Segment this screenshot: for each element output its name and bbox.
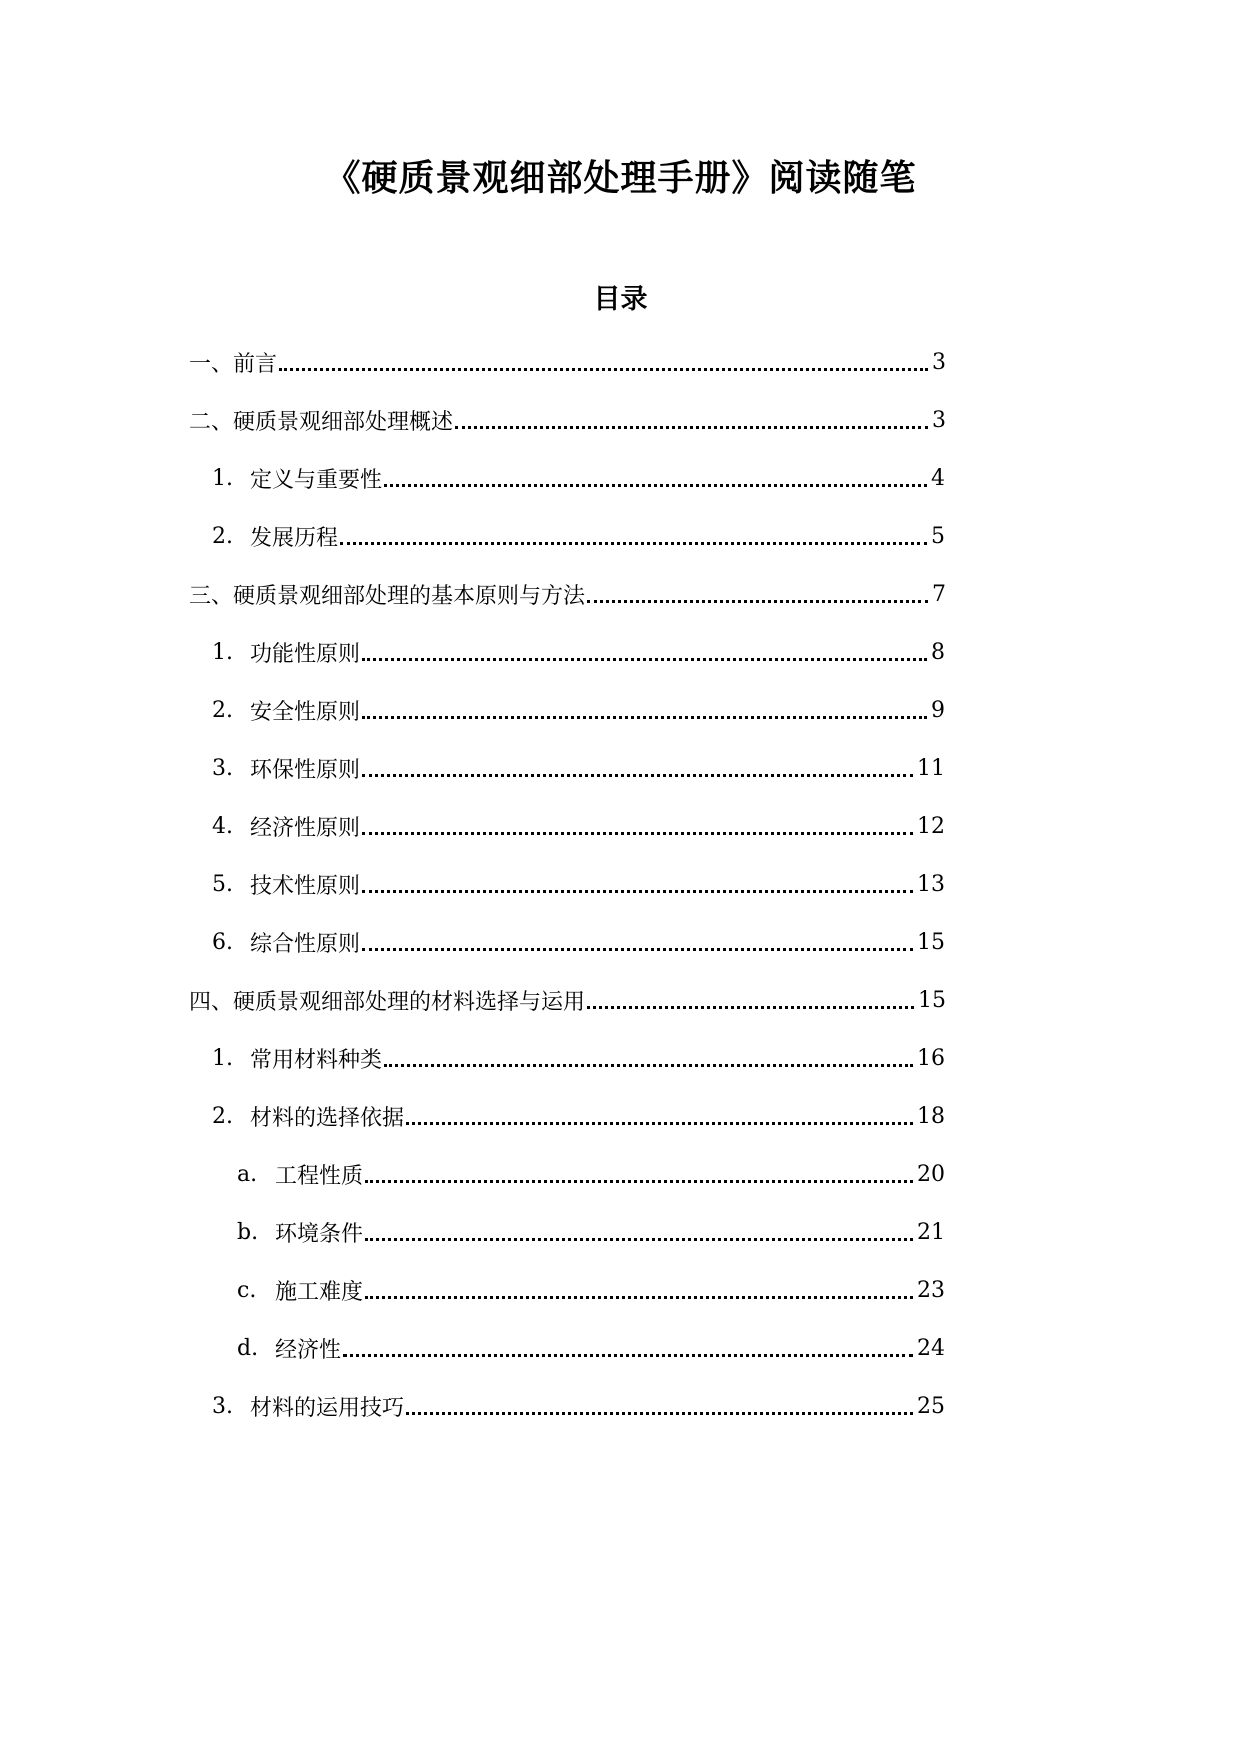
toc-entry-number: c. [237,1277,257,1303]
toc-entry-label: 前言 [233,351,278,377]
toc-leader-dots [279,368,928,371]
toc-entry-number: 3. [212,755,233,781]
toc-entry-number: b. [237,1219,259,1245]
toc-entry[interactable] [237,1154,945,1194]
toc-leader-dots [455,426,928,429]
toc-leader-dots [362,716,927,719]
toc-entry-page: 15 [917,929,945,955]
toc-entry[interactable] [212,516,945,556]
toc-entry-number: 一、 [189,351,234,377]
toc-leader-dots [365,1296,913,1299]
toc-entry[interactable] [212,690,945,730]
toc-entry-number: 二、 [189,409,234,435]
toc-entry[interactable] [189,574,946,614]
toc-leader-dots [362,832,913,835]
toc-entry[interactable] [212,458,945,498]
toc-leader-dots [406,1122,913,1125]
toc-leader-dots [587,1006,914,1009]
toc-entry[interactable] [212,632,945,672]
toc-entry-label: 硬质景观细部处理的材料选择与运用 [233,989,586,1015]
toc-entry-page: 5 [931,523,945,549]
toc-entry-page: 18 [917,1103,945,1129]
toc-entry-label: 材料的选择依据 [250,1105,405,1131]
toc-entry-number: d. [237,1335,259,1361]
toc-entry[interactable] [237,1212,945,1252]
toc-leader-dots [362,890,913,893]
toc-leader-dots [384,484,927,487]
toc-entry[interactable] [212,922,945,962]
toc-entry-page: 7 [932,581,946,607]
toc-entry[interactable] [212,1096,945,1136]
toc-entry-label: 综合性原则 [250,931,361,957]
toc-entry-label: 定义与重要性 [250,467,383,493]
toc-entry-number: 1. [212,639,233,665]
toc-leader-dots [362,774,913,777]
toc-entry-label: 环保性原则 [250,757,361,783]
toc-entry-page: 8 [931,639,945,665]
toc-entry[interactable] [237,1270,945,1310]
toc-entry-label: 环境条件 [275,1221,364,1247]
toc-entry-page: 15 [918,987,946,1013]
toc-entry-page: 4 [931,465,945,491]
toc-entry-number: 1. [212,465,233,491]
toc-leader-dots [343,1354,913,1357]
toc-entry-number: 2. [212,1103,233,1129]
toc-entry-number: 2. [212,697,233,723]
toc-entry-label: 安全性原则 [250,699,361,725]
toc-entry-page: 11 [917,755,945,781]
toc-leader-dots [362,658,927,661]
toc-entry-label: 工程性质 [275,1163,364,1189]
toc-entry-number: 3. [212,1393,233,1419]
toc-entry-number: 5. [212,871,233,897]
toc-entry-page: 20 [917,1161,945,1187]
toc-entry[interactable] [189,400,946,440]
toc-entry-number: 1. [212,1045,233,1071]
toc-entry[interactable] [237,1328,945,1368]
toc-heading: 目录 [593,284,648,315]
toc-entry-page: 16 [917,1045,945,1071]
toc-entry-label: 硬质景观细部处理的基本原则与方法 [233,583,586,609]
toc-leader-dots [365,1180,913,1183]
toc-leader-dots [340,542,927,545]
toc-entry-number: 4. [212,813,233,839]
toc-entry-label: 常用材料种类 [250,1047,383,1073]
toc-entry-page: 3 [932,407,946,433]
toc-entry-page: 25 [917,1393,945,1419]
toc-entry-page: 9 [931,697,945,723]
toc-entry-number: 四、 [189,989,234,1015]
toc-entry-label: 硬质景观细部处理概述 [233,409,454,435]
toc-entry[interactable] [212,864,945,904]
toc-entry-page: 12 [917,813,945,839]
toc-entry-label: 材料的运用技巧 [250,1395,405,1421]
toc-leader-dots [384,1064,913,1067]
toc-entry[interactable] [212,1038,945,1078]
toc-entry[interactable] [189,342,946,382]
toc-leader-dots [362,948,913,951]
document-title: 《硬质景观细部处理手册》阅读随笔 [324,157,917,199]
toc-leader-dots [587,600,928,603]
toc-entry-page: 3 [932,349,946,375]
toc-entry-label: 发展历程 [250,525,339,551]
toc-entry-number: 2. [212,523,233,549]
toc-entry[interactable] [212,748,945,788]
toc-entry-page: 21 [917,1219,945,1245]
toc-entry-label: 功能性原则 [250,641,361,667]
toc-leader-dots [406,1412,913,1415]
toc-entry-number: 6. [212,929,233,955]
toc-entry-page: 23 [917,1277,945,1303]
toc-entry-page: 13 [917,871,945,897]
toc-entry-label: 经济性 [275,1337,342,1363]
toc-entry-label: 技术性原则 [250,873,361,899]
toc-entry[interactable] [212,806,945,846]
toc-entry-page: 24 [917,1335,945,1361]
toc-entry-label: 施工难度 [275,1279,364,1305]
toc-entry[interactable] [212,1386,945,1426]
toc-leader-dots [365,1238,913,1241]
toc-entry-number: 三、 [189,583,234,609]
toc-entry-label: 经济性原则 [250,815,361,841]
toc-entry-number: a. [237,1161,258,1187]
toc-entry[interactable] [189,980,946,1020]
